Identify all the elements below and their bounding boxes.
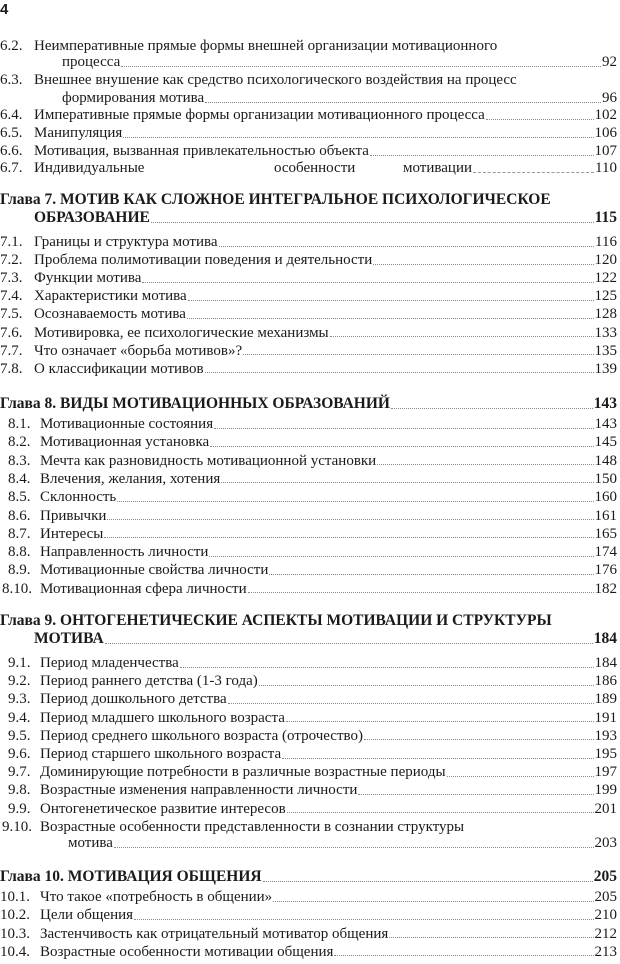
dot-leader <box>228 703 594 704</box>
toc-entry[interactable] <box>0 251 620 269</box>
entry-number: 8.2. <box>8 434 31 451</box>
entry-number: 8.1. <box>8 416 31 432</box>
page-ref: 107 <box>594 143 617 159</box>
entry-title: Мотивационные состояния <box>40 416 214 432</box>
entry-number: 7.6. <box>0 324 23 341</box>
leader-line <box>334 943 617 961</box>
entry-number: 6.7. <box>0 160 23 176</box>
leader-line <box>105 630 617 648</box>
toc-entry[interactable] <box>0 415 620 433</box>
page-ref: 143 <box>593 395 617 412</box>
leader-line <box>151 209 617 227</box>
leader-line <box>473 159 617 177</box>
entry-title: Характеристики мотива <box>34 288 187 305</box>
leader-line <box>210 433 617 451</box>
entry-number: 10.1. <box>0 889 30 905</box>
leader-line <box>117 488 617 506</box>
entry-title: Склонность <box>40 489 117 506</box>
page-ref: 148 <box>594 452 617 469</box>
leader-line <box>121 53 617 71</box>
page-ref: 205 <box>594 889 617 905</box>
entry-number: 6.5. <box>0 125 23 141</box>
entry-number: 8.6. <box>8 507 31 524</box>
page-ref: 203 <box>594 835 617 851</box>
page-ref: 143 <box>594 416 617 432</box>
chapter-heading[interactable] <box>0 395 620 413</box>
page-ref: 135 <box>594 342 617 359</box>
toc-entry[interactable] <box>0 781 620 799</box>
page-ref: 122 <box>594 270 617 287</box>
leader-line <box>104 525 617 543</box>
page-ref: 186 <box>594 673 617 690</box>
entry-title: Период старшего школьного возраста <box>40 746 282 762</box>
dot-leader <box>104 537 593 538</box>
entry-number: 7.2. <box>0 252 23 269</box>
entry-number: 10.3. <box>0 925 30 942</box>
leader-line <box>364 727 617 745</box>
entry-title: Мечта как разновидность мотивационной установки <box>40 452 377 469</box>
entry-number: 9.9. <box>8 800 31 817</box>
toc-entry[interactable] <box>0 106 620 124</box>
leader-line <box>447 763 617 781</box>
entry-number: 9.1. <box>8 655 31 671</box>
page-ref: 201 <box>594 800 617 817</box>
page-ref: 184 <box>594 655 617 671</box>
entry-title: Период дошкольного детства <box>40 691 227 708</box>
entry-title: Доминирующие потребности в различные возрастные периоды <box>40 764 446 781</box>
dot-leader <box>117 501 593 502</box>
entry-title-word: особенности <box>274 160 356 176</box>
entry-number: 6.4. <box>0 107 23 123</box>
entry-title: Мотивационная установка <box>40 434 210 451</box>
toc-entry[interactable] <box>0 525 620 543</box>
dot-leader <box>243 354 593 355</box>
page-ref: 161 <box>594 507 617 524</box>
chapter-heading[interactable] <box>0 612 620 630</box>
leader-line <box>389 925 617 943</box>
entry-number: 8.10. <box>2 580 32 597</box>
entry-title: О классификации мотивов <box>34 360 204 377</box>
entry-title-word: мотивации <box>403 160 473 176</box>
leader-line <box>221 470 617 488</box>
entry-title: Мотивировка, ее психологические механизмы <box>34 324 329 341</box>
chapter-title: МОТИВА <box>34 630 104 647</box>
entry-title: Императивные прямые формы организации мотивационного процесса <box>34 107 485 123</box>
toc-entry[interactable] <box>0 470 620 488</box>
entry-title: Функции мотива <box>34 270 142 287</box>
page-ref: 176 <box>594 562 617 579</box>
page-ref: 116 <box>595 234 617 250</box>
entry-title: Направленность личности <box>40 544 209 561</box>
toc-entry[interactable] <box>0 53 620 71</box>
dot-leader <box>114 847 594 848</box>
leader-line <box>142 269 617 287</box>
chapter-title: Глава 7. МОТИВ КАК СЛОЖНОЕ ИНТЕГРАЛЬНОЕ ПСИХОЛОГИЧЕСКОЕ <box>0 191 551 208</box>
toc-entry[interactable] <box>0 654 620 672</box>
leader-line <box>248 580 617 598</box>
dot-leader <box>377 464 593 465</box>
entry-title: Осознаваемость мотива <box>34 306 186 323</box>
leader-line <box>205 89 617 107</box>
entry-title: Манипуляция <box>34 125 123 141</box>
entry-title: формирования мотива <box>62 90 205 106</box>
toc-entry[interactable] <box>0 360 620 378</box>
leader-line <box>123 124 617 142</box>
toc-entry[interactable] <box>0 543 620 561</box>
entry-title: процесса <box>62 54 121 70</box>
toc-entry[interactable] <box>0 906 620 924</box>
dot-leader <box>269 574 593 575</box>
entry-title: Цели общения <box>40 907 134 924</box>
entry-number: 9.3. <box>8 691 31 708</box>
leader-line <box>486 106 617 124</box>
leader-line <box>263 868 617 886</box>
entry-title: Границы и структура мотива <box>34 234 218 250</box>
dot-leader <box>373 264 593 265</box>
toc-entry[interactable] <box>0 342 620 360</box>
entry-number: 7.3. <box>0 270 23 287</box>
leader-line <box>273 888 617 906</box>
toc-entry[interactable] <box>0 580 620 598</box>
leader-line <box>287 800 617 818</box>
dot-leader <box>180 667 594 668</box>
entry-number: 10.4. <box>0 943 30 960</box>
dot-leader <box>364 739 594 740</box>
leader-line <box>358 781 617 799</box>
page-ref: 189 <box>594 691 617 708</box>
page-ref: 174 <box>594 544 617 561</box>
toc-entry[interactable] <box>0 233 620 251</box>
entry-number: 6.6. <box>0 143 23 159</box>
toc-entry[interactable] <box>0 834 620 852</box>
dot-leader <box>391 408 593 409</box>
entry-number: 9.2. <box>8 673 31 690</box>
toc-entry[interactable] <box>0 269 620 287</box>
leader-line <box>219 233 617 251</box>
dot-leader <box>473 172 594 173</box>
page-ref: 110 <box>595 160 617 176</box>
toc-entry[interactable] <box>0 709 620 727</box>
leader-line <box>377 452 617 470</box>
chapter-title: Глава 8. ВИДЫ МОТИВАЦИОННЫХ ОБРАЗОВАНИЙ <box>0 395 390 412</box>
dot-leader <box>107 519 593 520</box>
entry-title: Застенчивость как отрицательный мотиватор общения <box>40 925 389 942</box>
toc-entry[interactable] <box>0 888 620 906</box>
leader-line <box>243 342 617 360</box>
toc-entry[interactable] <box>0 287 620 305</box>
leader-line <box>180 654 617 672</box>
toc-entry[interactable] <box>0 324 620 342</box>
chapter-heading[interactable] <box>0 868 620 886</box>
toc-entry[interactable] <box>0 672 620 690</box>
chapter-title: ОБРАЗОВАНИЕ <box>34 209 150 226</box>
chapter-heading[interactable] <box>0 191 620 209</box>
toc-entry[interactable] <box>0 71 620 89</box>
page-ref: 197 <box>594 764 617 781</box>
leader-line <box>330 324 617 342</box>
dot-leader <box>263 881 593 882</box>
page-ref: 205 <box>593 868 617 885</box>
entry-title: Неимперативные прямые формы внешней организации мотивационного <box>34 38 498 54</box>
chapter-heading[interactable] <box>0 630 620 648</box>
entry-title: Возрастные особенности представленности в сознании структуры <box>40 819 465 835</box>
dot-leader <box>123 137 593 138</box>
dot-leader <box>221 482 593 483</box>
page-ref: 212 <box>594 925 617 942</box>
page-ref: 199 <box>594 782 617 799</box>
dot-leader <box>330 336 594 337</box>
dot-leader <box>205 372 594 373</box>
toc-entry[interactable] <box>0 727 620 745</box>
leader-line <box>269 561 617 579</box>
page-ref: 139 <box>594 360 617 377</box>
entry-number: 7.8. <box>0 360 23 377</box>
leader-line <box>209 543 617 561</box>
dot-leader <box>142 282 593 283</box>
entry-title: Возрастные особенности мотивации общения <box>40 943 334 960</box>
toc-entry[interactable] <box>0 763 620 781</box>
page-ref: 213 <box>594 943 617 960</box>
page-ref: 92 <box>602 54 617 70</box>
page-number: 4 <box>0 1 9 18</box>
entry-title: Мотивационная сфера личности <box>40 580 247 597</box>
toc-entry[interactable] <box>0 142 620 160</box>
page-ref: 145 <box>594 434 617 451</box>
entry-title-word: Индивидуальные <box>34 160 145 176</box>
dot-leader <box>286 721 594 722</box>
page-ref: 210 <box>594 907 617 924</box>
toc-entry[interactable] <box>0 89 620 107</box>
page-ref: 106 <box>594 125 617 141</box>
entry-title: Что означает «борьба мотивов»? <box>34 342 243 359</box>
entry-number: 8.4. <box>8 470 31 487</box>
dot-leader <box>259 685 594 686</box>
toc-entry[interactable] <box>0 925 620 943</box>
entry-number: 8.8. <box>8 544 31 561</box>
entry-title: Возрастные изменения направленности личности <box>40 782 358 799</box>
leader-line <box>205 360 617 378</box>
entry-title: Период среднего школьного возраста (отрочество) <box>40 727 363 744</box>
dot-leader <box>447 776 594 777</box>
leader-line <box>373 251 617 269</box>
dot-leader <box>248 592 594 593</box>
page-ref: 128 <box>594 306 617 323</box>
dot-leader <box>121 66 601 67</box>
entry-number: 9.10. <box>2 819 32 835</box>
entry-title: Период раннего детства (1-3 года) <box>40 673 258 690</box>
entry-title: Интересы <box>40 525 104 542</box>
dot-leader <box>214 428 593 429</box>
leader-line <box>107 507 617 525</box>
dot-leader <box>105 643 593 644</box>
entry-number: 8.7. <box>8 525 31 542</box>
entry-title: мотива <box>68 835 113 851</box>
entry-number: 8.9. <box>8 562 31 579</box>
dot-leader <box>187 318 594 319</box>
dot-leader <box>287 812 594 813</box>
entry-title: Период младшего школьного возраста <box>40 709 285 726</box>
leader-line <box>391 395 617 413</box>
dot-leader <box>219 246 595 247</box>
entry-number: 9.4. <box>8 709 31 726</box>
entry-number: 7.5. <box>0 306 23 323</box>
page-ref: 115 <box>594 209 617 226</box>
page-ref: 191 <box>594 709 617 726</box>
dot-leader <box>210 446 593 447</box>
page-ref: 102 <box>594 107 617 123</box>
leader-line <box>259 672 617 690</box>
page-ref: 193 <box>594 727 617 744</box>
toc-entry[interactable] <box>0 745 620 763</box>
toc-entry[interactable] <box>0 943 620 961</box>
dot-leader <box>389 937 593 938</box>
entry-title: Влечения, желания, хотения <box>40 470 221 487</box>
toc-entry[interactable] <box>0 305 620 323</box>
toc-entry[interactable] <box>0 488 620 506</box>
leader-line <box>187 305 617 323</box>
entry-number: 7.4. <box>0 288 23 305</box>
entry-number: 10.2. <box>0 907 30 924</box>
chapter-title: Глава 9. ОНТОГЕНЕТИЧЕСКИЕ АСПЕКТЫ МОТИВАЦИИ И СТРУКТУРЫ <box>0 612 552 629</box>
toc-entry[interactable] <box>0 800 620 818</box>
dot-leader <box>209 556 593 557</box>
leader-line <box>286 709 617 727</box>
dot-leader <box>134 919 593 920</box>
entry-number: 8.5. <box>8 489 31 506</box>
entry-number: 7.1. <box>0 234 23 250</box>
entry-number: 6.3. <box>0 72 23 88</box>
dot-leader <box>486 119 594 120</box>
page-ref: 195 <box>594 746 617 762</box>
page-ref: 150 <box>594 470 617 487</box>
page-ref: 125 <box>594 288 617 305</box>
entry-title: Мотивация, вызванная привлекательностью объекта <box>34 143 369 159</box>
toc-entry[interactable] <box>0 507 620 525</box>
leader-line <box>214 415 617 433</box>
entry-number: 7.7. <box>0 342 23 359</box>
page-ref: 160 <box>594 489 617 506</box>
page-ref: 184 <box>593 630 617 647</box>
dot-leader <box>151 222 594 223</box>
entry-title: Период младенчества <box>40 655 179 671</box>
page-ref: 165 <box>594 525 617 542</box>
entry-title: Внешнее внушение как средство психологического воздействия на процесс <box>34 72 517 88</box>
toc-entry[interactable] <box>0 124 620 142</box>
page-ref: 182 <box>594 580 617 597</box>
chapter-heading[interactable] <box>0 209 620 227</box>
leader-line <box>188 287 617 305</box>
leader-line <box>282 745 617 763</box>
entry-title: Привычки <box>40 507 107 524</box>
dot-leader <box>273 901 593 902</box>
dot-leader <box>188 300 594 301</box>
entry-title: Мотивационные свойства личности <box>40 562 269 579</box>
entry-number: 9.5. <box>8 727 31 744</box>
dot-leader <box>334 955 593 956</box>
toc-entry[interactable] <box>0 452 620 470</box>
entry-number: 8.3. <box>8 452 31 469</box>
leader-line <box>228 690 617 708</box>
chapter-title: Глава 10. МОТИВАЦИЯ ОБЩЕНИЯ <box>0 868 262 885</box>
entry-title: Проблема полимотивации поведения и деятельности <box>34 252 373 269</box>
leader-line <box>114 834 617 852</box>
page-ref: 133 <box>594 324 617 341</box>
entry-number: 9.8. <box>8 782 31 799</box>
dot-leader <box>370 155 594 156</box>
toc-entry[interactable] <box>0 690 620 708</box>
leader-line <box>134 906 617 924</box>
entry-number: 9.6. <box>8 746 31 762</box>
entry-number: 6.2. <box>0 38 23 54</box>
toc-entry[interactable] <box>0 433 620 451</box>
dot-leader <box>205 102 601 103</box>
leader-line <box>370 142 617 160</box>
entry-number: 9.7. <box>8 764 31 781</box>
page-ref: 96 <box>602 90 617 106</box>
dot-leader <box>282 758 593 759</box>
entry-title: Что такое «потребность в общении» <box>40 889 273 905</box>
entry-title: Онтогенетическое развитие интересов <box>40 800 286 817</box>
toc-entry[interactable] <box>0 561 620 579</box>
toc-entry[interactable] <box>0 159 620 177</box>
dot-leader <box>358 794 593 795</box>
page-ref: 120 <box>594 252 617 269</box>
